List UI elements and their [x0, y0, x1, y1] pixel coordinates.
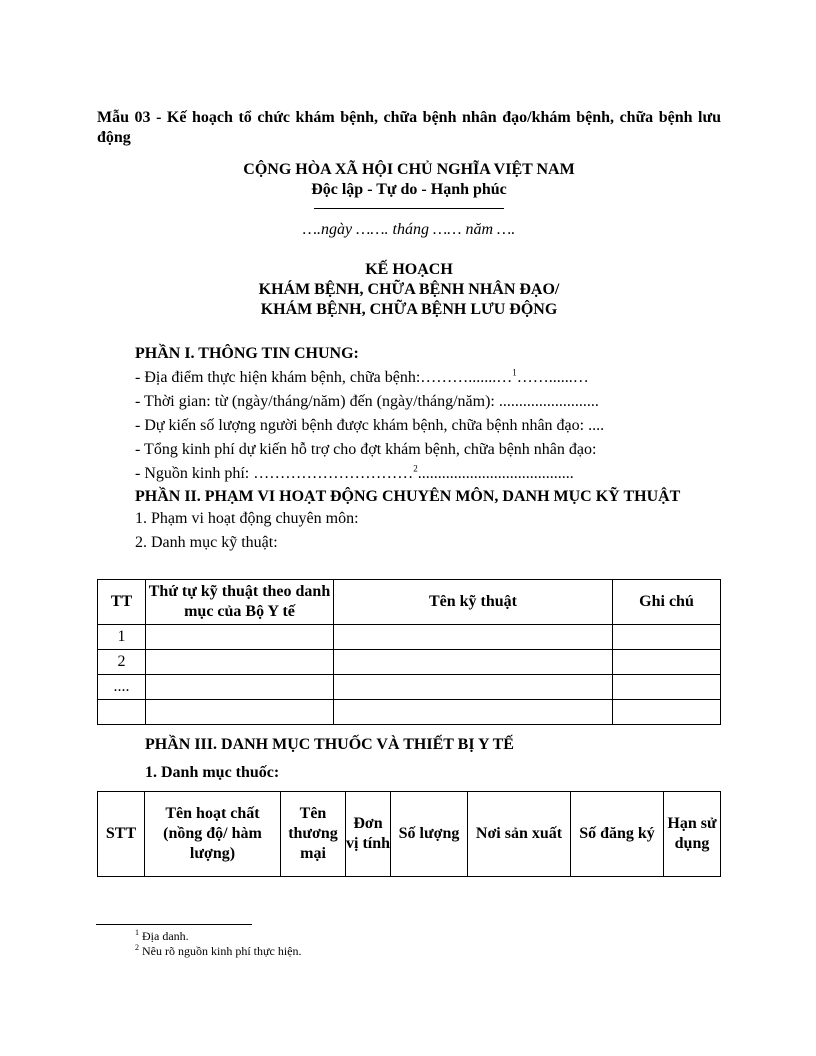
part2-heading: PHẦN II. PHẠM VI HOẠT ĐỘNG CHUYÊN MÔN, DANH MỤC KỸ THUẬT — [135, 488, 681, 505]
location-tail: ……......… — [516, 369, 589, 386]
table-cell — [146, 650, 334, 675]
date-line: ….ngày ……. tháng …… năm …. — [302, 221, 516, 238]
footnote-separator — [96, 924, 252, 925]
total-budget-line: - Tổng kinh phí dự kiến hỗ trợ cho đợt khám bệnh, chữa bệnh nhân đạo: — [135, 441, 597, 458]
col-quantity: Số lượng — [391, 792, 468, 877]
funding-text: - Nguồn kinh phí: ………………………… — [135, 465, 414, 482]
table-cell: 1 — [98, 625, 146, 650]
plan-title-line-3: KHÁM BỆNH, CHỮA BỆNH LƯU ĐỘNG — [260, 301, 558, 318]
table-cell — [613, 700, 721, 725]
col-expiry: Hạn sử dụng — [664, 792, 721, 877]
motto-underline — [314, 208, 504, 209]
table-cell — [613, 650, 721, 675]
col-active-ingredient: Tên hoạt chất (nồng độ/ hàm lượng) — [145, 792, 281, 877]
table-row — [98, 675, 721, 700]
part1-heading: PHẦN I. THÔNG TIN CHUNG: — [135, 345, 359, 362]
medicine-table-header — [98, 792, 721, 877]
location-text: - Địa điểm thực hiện khám bệnh, chữa bệnh:……….......… — [135, 369, 513, 386]
footnote-2 — [135, 944, 301, 959]
expected-patients-line: - Dự kiến số lượng người bệnh được khám bệnh, chữa bệnh nhân đạo: .... — [135, 417, 605, 434]
plan-title-line-2: KHÁM BỆNH, CHỮA BỆNH NHÂN ĐẠO/ — [258, 281, 560, 298]
table-cell — [613, 675, 721, 700]
col-technique-name: Tên kỹ thuật — [334, 580, 613, 625]
col-registration-number: Số đăng ký — [571, 792, 664, 877]
technique-table-header — [98, 580, 721, 625]
table-cell: .... — [98, 675, 146, 700]
table-row — [98, 625, 721, 650]
table-row — [98, 700, 721, 725]
table-cell — [613, 625, 721, 650]
part2-item-1: 1. Phạm vi hoạt động chuyên môn: — [135, 510, 359, 527]
table-cell — [146, 700, 334, 725]
col-tt: TT — [98, 580, 146, 625]
col-unit: Đơn vị tính — [346, 792, 391, 877]
table-cell — [146, 675, 334, 700]
table-cell — [334, 700, 613, 725]
part2-item-2: 2. Danh mục kỹ thuật: — [135, 534, 278, 551]
table-cell: 2 — [98, 650, 146, 675]
footnote-1-ref: 1 — [135, 928, 139, 937]
table-cell — [146, 625, 334, 650]
footnote-2-ref: 2 — [135, 943, 139, 952]
technique-table — [97, 579, 721, 725]
part3-subheading: 1. Danh mục thuốc: — [145, 764, 280, 781]
funding-tail: ....................................... — [417, 465, 574, 482]
col-note: Ghi chú — [613, 580, 721, 625]
footnote-ref-2: 2 — [413, 463, 418, 474]
footnotes — [135, 929, 301, 959]
footnote-1 — [135, 929, 301, 944]
col-stt: STT — [98, 792, 145, 877]
table-row — [98, 650, 721, 675]
table-cell — [334, 625, 613, 650]
form-title: Mẫu 03 - Kế hoạch tổ chức khám bệnh, chữa bệnh nhân đạo/khám bệnh, chữa bệnh lưu động — [97, 109, 721, 146]
table-cell — [334, 675, 613, 700]
time-line: - Thời gian: từ (ngày/tháng/năm) đến (ngày/tháng/năm): ......................... — [135, 393, 599, 410]
plan-title — [97, 260, 721, 320]
col-trade-name: Tên thương mại — [281, 792, 346, 877]
medicine-table — [97, 791, 721, 877]
col-technique-order: Thứ tự kỹ thuật theo danh mục của Bộ Y tế — [146, 580, 334, 625]
nation-heading: CỘNG HÒA XÃ HỘI CHỦ NGHĨA VIỆT NAM — [243, 161, 575, 178]
col-manufacturer: Nơi sản xuất — [468, 792, 571, 877]
footnote-1-text: Địa danh. — [142, 929, 189, 943]
document-page — [97, 108, 721, 877]
part3-heading: PHẦN III. DANH MỤC THUỐC VÀ THIẾT BỊ Y TẾ — [145, 736, 514, 753]
funding-line — [97, 462, 721, 486]
table-cell — [334, 650, 613, 675]
motto: Độc lập - Tự do - Hạnh phúc — [311, 181, 507, 198]
location-line — [97, 366, 721, 390]
footnote-ref-1: 1 — [512, 367, 517, 378]
plan-title-line-1: KẾ HOẠCH — [365, 261, 453, 278]
table-cell — [98, 700, 146, 725]
footnote-2-text: Nêu rõ nguồn kinh phí thực hiện. — [142, 944, 302, 958]
